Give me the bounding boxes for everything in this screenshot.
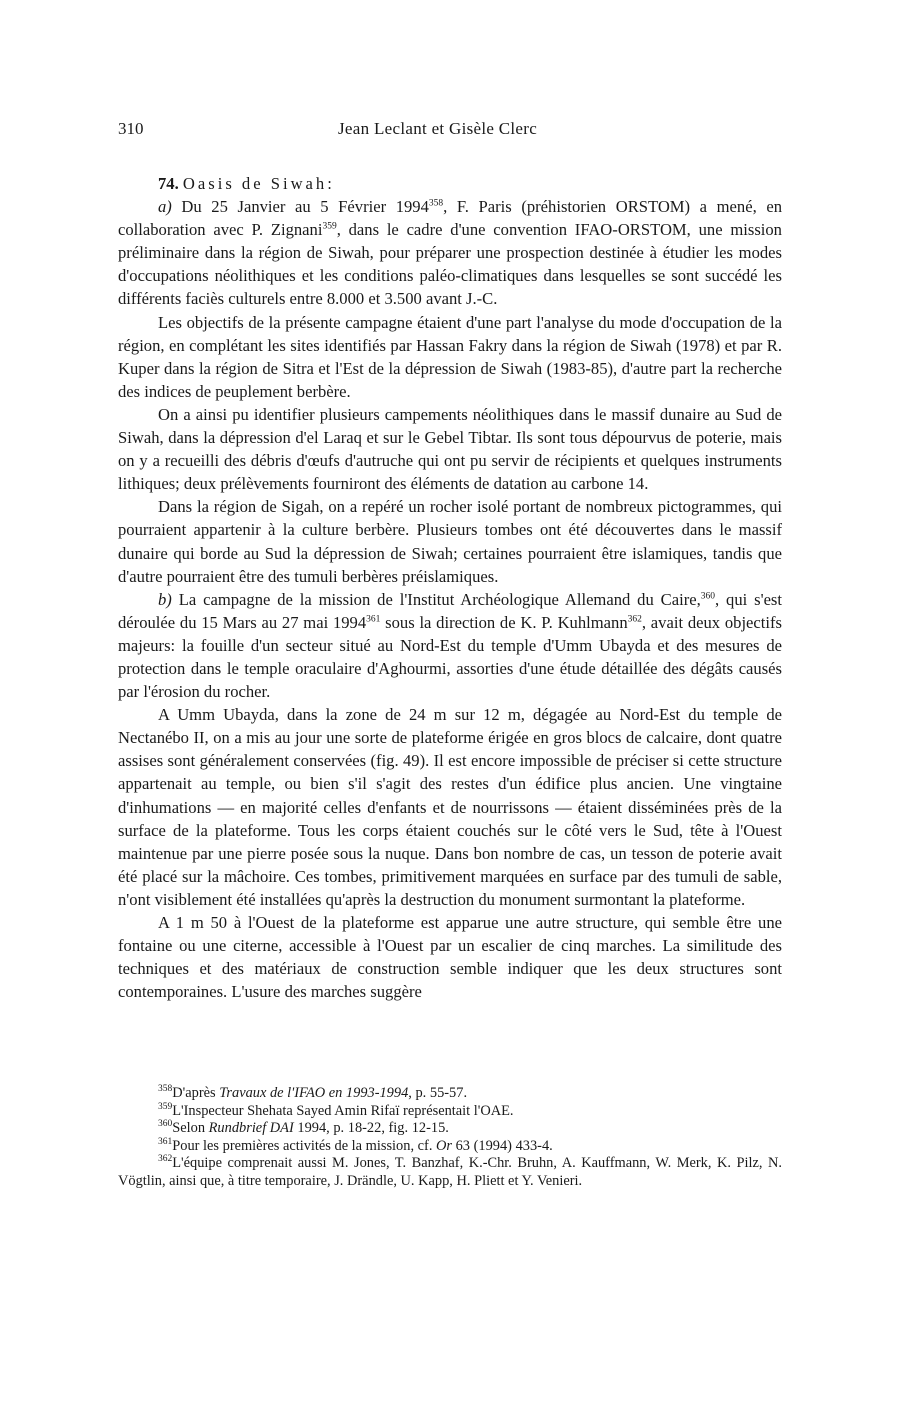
section-heading [118, 172, 782, 195]
footnote [118, 1085, 782, 1103]
section-title: Oasis de Siwah: [182, 174, 335, 193]
text-run: , p. 55-57. [408, 1085, 468, 1101]
text-run: La campagne de la mission de l'Institut Archéologique Allemand du Caire, [171, 589, 701, 609]
footnote [118, 1103, 782, 1121]
paragraph [118, 588, 782, 703]
footnote-number: 358 [158, 1084, 173, 1095]
item-label: a) [158, 197, 172, 217]
text-run: , F. Paris (préhistorien ORSTOM) a mené, en collaboration avec P. Zignani [118, 197, 782, 240]
text-run: L'équipe comprenait aussi M. Jones, T. Banzhaf, K.-Chr. Bruhn, A. Kauffmann, W. Merk, K. Pilz, N. Vögtlin, ainsi que, à titre temporaire, J. Drändle, U. Kapp, H. Pliett et Y. Venieri. [118, 1155, 782, 1189]
footnotes [118, 1085, 782, 1191]
text-run: L'Inspecteur Shehata Sayed Amin Rifaï représentait l'OAE. [172, 1102, 514, 1119]
footnote-ref[interactable]: 362 [627, 614, 642, 625]
italic-title: Rundbrief DAI [208, 1120, 294, 1137]
page-number: 310 [118, 119, 144, 138]
item-label: b) [158, 589, 172, 609]
text-run: 63 (1994) 433-4. [452, 1137, 553, 1154]
text-run: D'après [172, 1085, 220, 1101]
footnote-number: 359 [158, 1101, 173, 1112]
text-run: Du 25 Janvier au 5 Février 1994 [171, 197, 429, 217]
footnote [118, 1155, 782, 1190]
footnote [118, 1138, 782, 1156]
paragraph: On a ainsi pu identifier plusieurs campements néolithiques dans le massif dunaire au Sud de Siwah, dans la dépression d'el Laraq et sur le Gebel Tibtar. Ils sont tous dépourvus de poterie, mais on y a recueilli des débris d'œufs d'autruche qui ont pu servir de récipients et quelques instruments lithiques; deux prélèvements fourniront des éléments de datation au carbone 14. [118, 404, 782, 494]
footnote-number: 361 [158, 1136, 173, 1147]
text-run: 1994, p. 18-22, fig. 12-15. [293, 1120, 449, 1137]
text-run: , dans le cadre d'une convention IFAO-ORSTOM, une mission préliminaire dans la région de Siwah, pour préparer une prospection destinée à étudier les modes d'occupations néolithiques et les conditions paléo-climatiques dans lesquelles se sont succédé les différents faciès culturels entre 8.000 et 3.500 avant J.-C. [118, 220, 782, 309]
paragraph: A 1 m 50 à l'Ouest de la plateforme est apparue une autre structure, qui semble être une fontaine ou une citerne, accessible à l'Ouest par un escalier de cinq marches. La similitude des techniques et des matériaux de construction semble indiquer que les deux structures sont contemporaines. L'usure des marches suggère [118, 913, 782, 1002]
footnote-number: 362 [158, 1154, 173, 1165]
footnote-ref[interactable]: 359 [322, 221, 337, 232]
italic-title: Or [436, 1137, 453, 1154]
paragraph: Les objectifs de la présente campagne étaient d'une part l'analyse du mode d'occupation de la région, en complétant les sites identifiés par Hassan Fakry dans la région de Siwah (1978) et par R. Kuper dans la région de Sitra et l'Est de la dépression de Siwah (1983-85), d'autre part la recherche des indices de peuplement berbère. [118, 312, 782, 401]
footnote-ref[interactable]: 361 [366, 614, 381, 625]
footnote-number: 360 [158, 1119, 173, 1130]
body-text [118, 172, 782, 1003]
text-run: , avait deux objectifs majeurs: la fouille d'un secteur situé au Nord-Est du temple d'Umm Ubayda et des mesures de protection dans le temple oraculaire d'Aghourmi, assorties d'une étude détaillée des dégâts causés par l'érosion du rocher. [118, 612, 782, 702]
paragraph: Dans la région de Sigah, on a repéré un rocher isolé portant de nombreux pictogrammes, qui pourraient appartenir à la culture berbère. Plusieurs tombes ont été découvertes dans le massif dunaire qui borde au Sud la dépression de Siwah; certaines pourraient être islamiques, tandis que d'autre pourraient être des tumuli berbères préislamiques. [118, 497, 782, 586]
text-run: , qui s'est déroulée du 15 Mars au 27 mai 1994 [118, 589, 782, 632]
section-number: 74. [158, 174, 179, 193]
paragraph: A Umm Ubayda, dans la zone de 24 m sur 12 m, dégagée au Nord-Est du temple de Nectanébo II, on a mis au jour une sorte de plateforme érigée en gros blocs de calcaire, dont quatre assises sont généralement conservées (fig. 49). Il est encore impossible de préciser si cette structure appartenait au temple, ou bien s'il s'agit des restes d'un édifice plus ancien. Une vingtaine d'inhumations — en majorité celles d'enfants et de nourrissons — étaient disséminées près de la surface de la plateforme. Tous les corps étaient couchés sur le côté vers le Sud, tête à l'Ouest maintenue par une pierre posée sous la nuque. Dans bon nombre de cas, un tesson de poterie avait été placé sur la mâchoire. Ces tombes, primitivement marquées en surface par des tumuli de sable, n'ont visiblement été installées qu'après la destruction du monument surmontant la plateforme. [118, 705, 782, 909]
footnote-ref[interactable]: 358 [428, 198, 444, 209]
text-run: Selon [172, 1120, 209, 1137]
text-run: Pour les premières activités de la mission, cf. [172, 1137, 437, 1154]
footnote [118, 1120, 782, 1138]
paragraph [118, 195, 782, 310]
text-run: sous la direction de K. P. Kuhlmann [380, 612, 628, 632]
footnote-ref[interactable]: 360 [700, 591, 715, 602]
italic-title: Travaux de l'IFAO en 1993-1994 [219, 1085, 409, 1101]
running-title: Jean Leclant et Gisèle Clerc [338, 119, 538, 138]
